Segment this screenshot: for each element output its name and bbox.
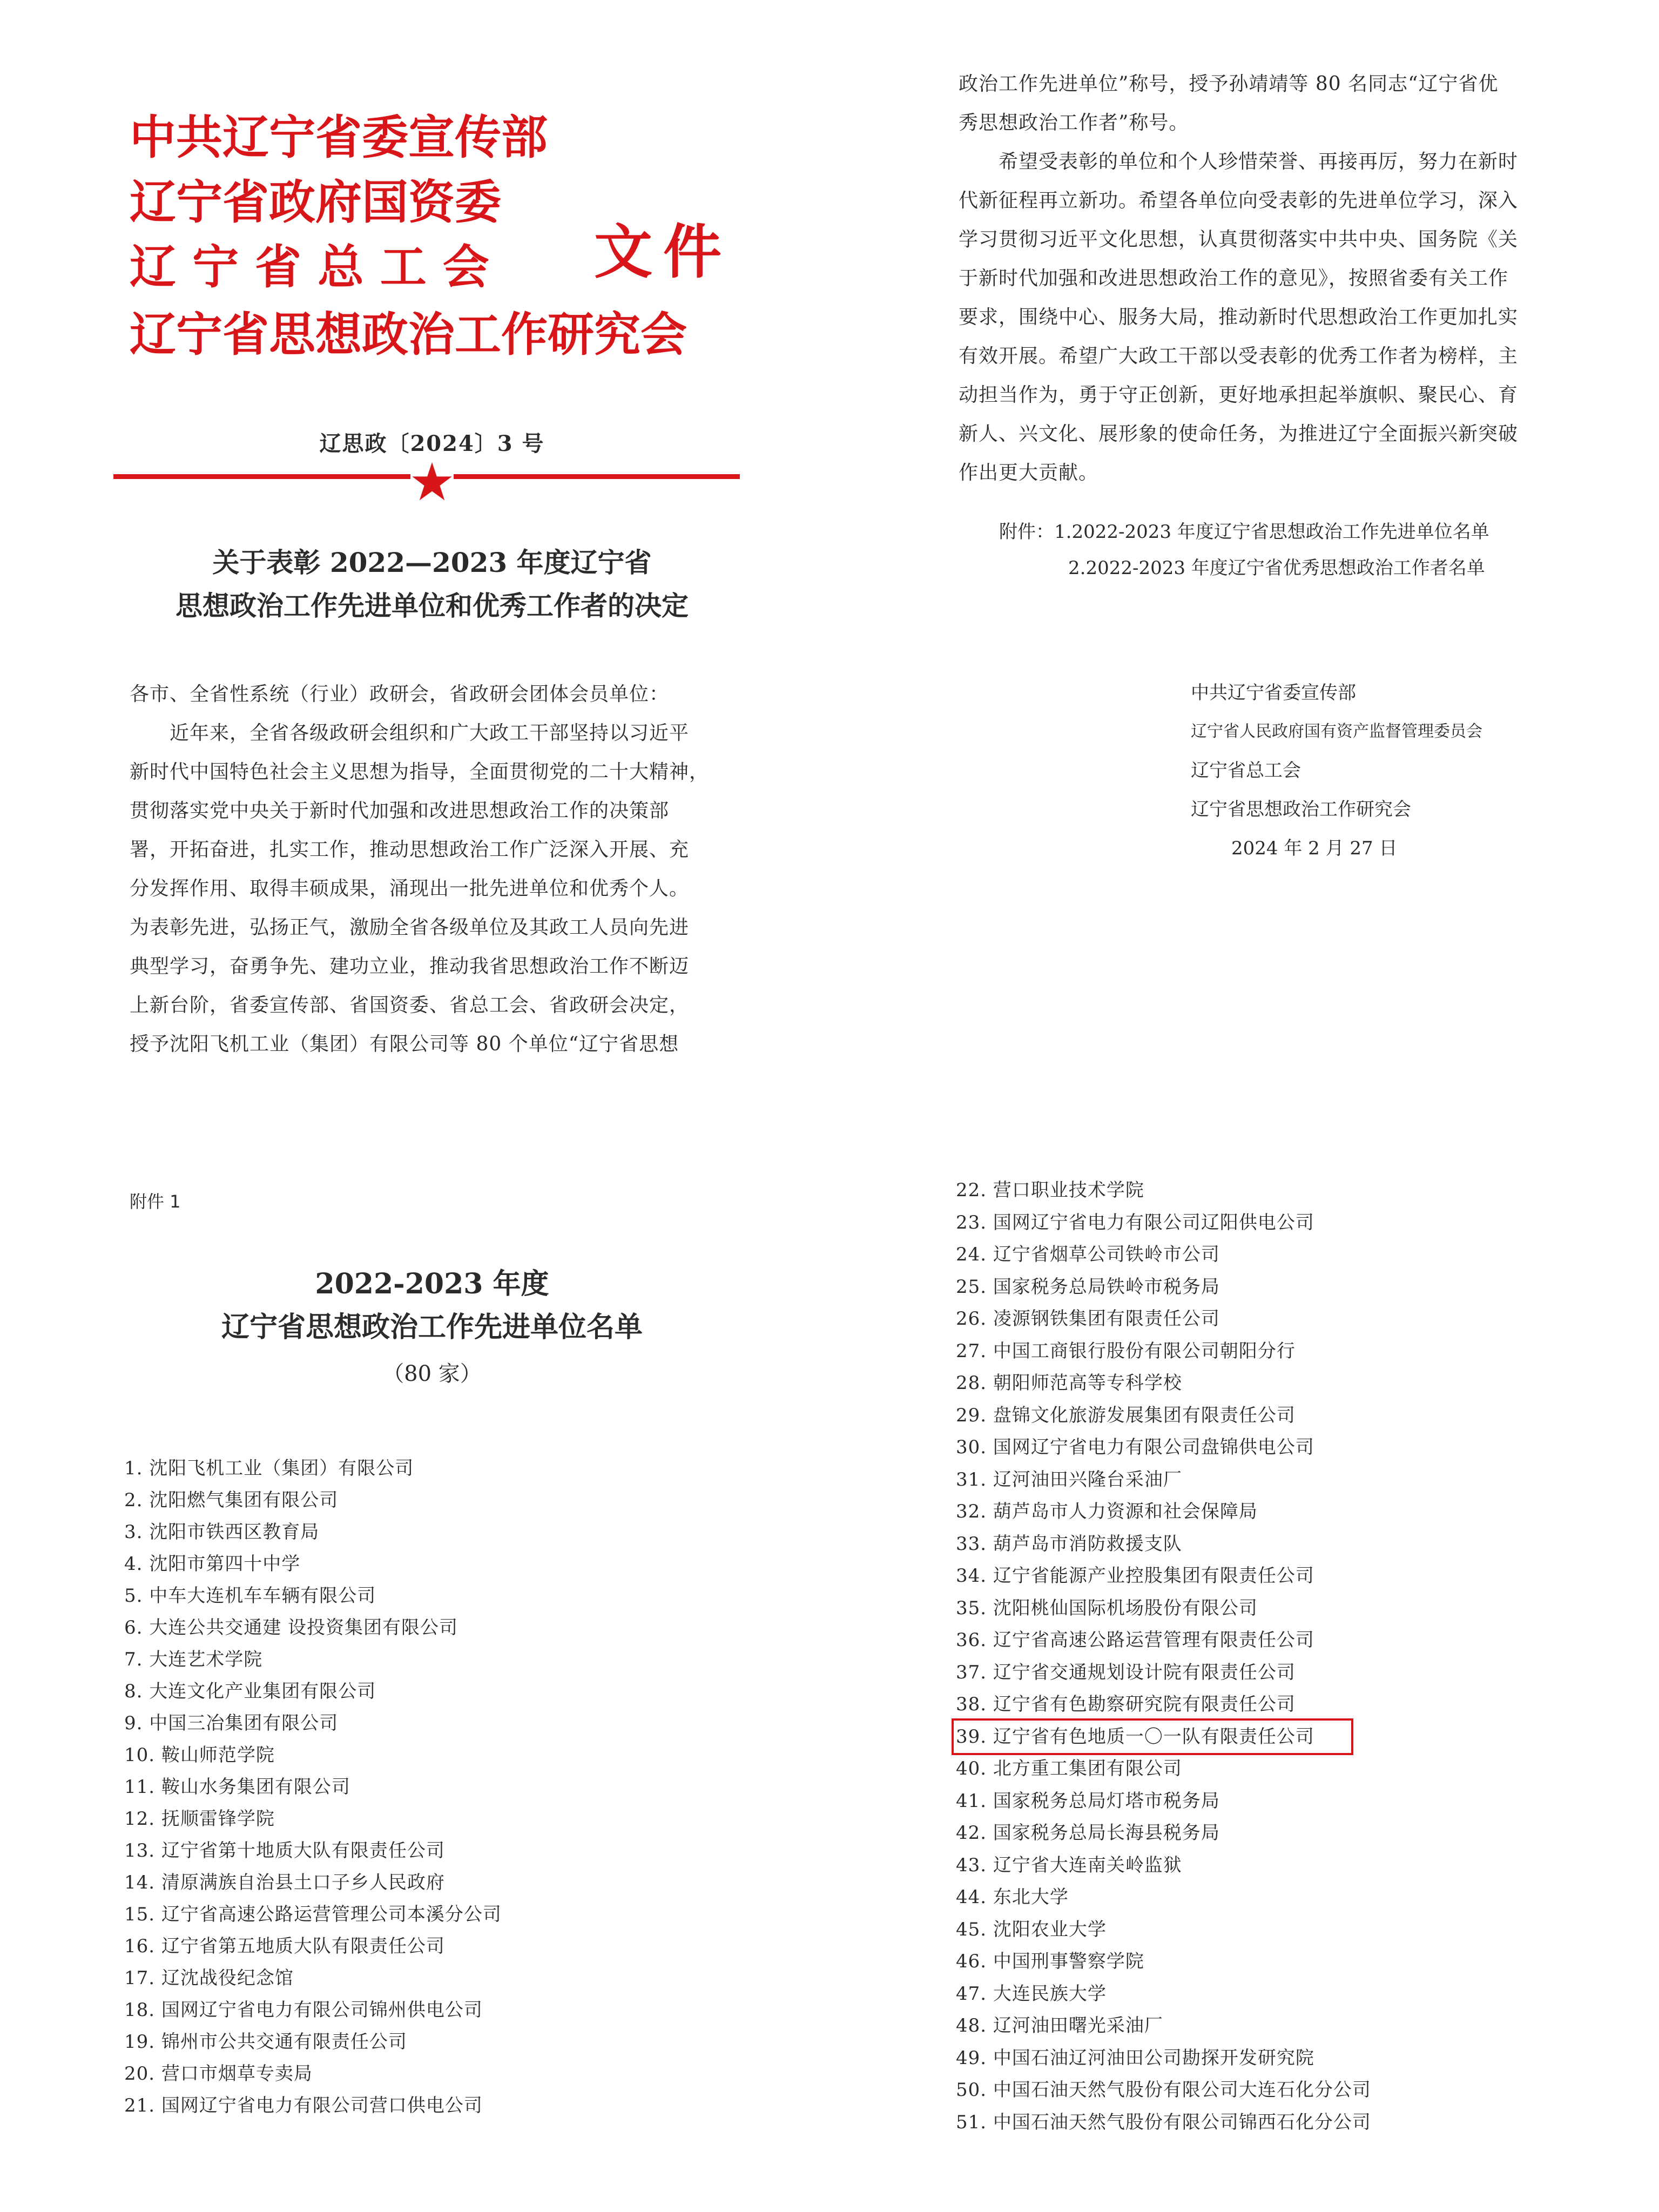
- list-item: 47. 大连民族大学: [956, 1982, 1107, 2005]
- list-item: 34. 辽宁省能源产业控股集团有限责任公司: [956, 1565, 1314, 1587]
- list-item: 18. 国网辽宁省电力有限公司锦州供电公司: [124, 1999, 483, 2021]
- body-line: 署，开拓奋进，扎实工作，推动思想政治工作广泛深入开展、充: [130, 839, 690, 861]
- list-item: 25. 国家税务总局铁岭市税务局: [956, 1276, 1220, 1298]
- list-item: 17. 辽沈战役纪念馆: [124, 1967, 294, 1989]
- list-item: 21. 国网辽宁省电力有限公司营口供电公司: [124, 2095, 483, 2116]
- list-item: 27. 中国工商银行股份有限公司朝阳分行: [956, 1340, 1296, 1362]
- list-item: 19. 锦州市公共交通有限责任公司: [124, 2031, 407, 2053]
- list-item: 3. 沈阳市铁西区教育局: [124, 1521, 320, 1543]
- list-item: 24. 辽宁省烟草公司铁岭市公司: [956, 1244, 1220, 1265]
- list-item: 33. 葫芦岛市消防救援支队: [956, 1533, 1182, 1555]
- list-item: 8. 大连文化产业集团有限公司: [124, 1681, 376, 1702]
- body-line: 学习贯彻习近平文化思想，认真贯彻落实中共中央、国务院《关: [959, 228, 1519, 251]
- attachment-2: 2.2022-2023 年度辽宁省优秀思想政治工作者名单: [1068, 557, 1485, 579]
- list-item: 1. 沈阳飞机工业（集团）有限公司: [124, 1458, 414, 1479]
- body-line: 要求，围绕中心、服务大局，推动新时代思想政治工作更加扎实: [959, 306, 1519, 328]
- signatory-2: 辽宁省人民政府国有资产监督管理委员会: [1191, 722, 1482, 741]
- list-item: 35. 沈阳桃仙国际机场股份有限公司: [956, 1597, 1258, 1619]
- list-item: 10. 鞍山师范学院: [124, 1744, 275, 1766]
- list-item: 14. 清原满族自治县土口子乡人民政府: [124, 1872, 445, 1893]
- list-item: 5. 中车大连机车车辆有限公司: [124, 1585, 376, 1607]
- unit-list-right: [956, 1175, 1604, 2136]
- list-item: 23. 国网辽宁省电力有限公司辽阳供电公司: [956, 1211, 1314, 1233]
- unit-list-left: [124, 1453, 772, 2128]
- body-line: 有效开展。希望广大政工干部以受表彰的优秀工作者为榜样，主: [959, 345, 1519, 367]
- list-item: 43. 辽宁省大连南关岭监狱: [956, 1854, 1182, 1876]
- list-item: 49. 中国石油辽河油田公司勘探开发研究院: [956, 2047, 1314, 2069]
- list-item: 22. 营口职业技术学院: [956, 1179, 1144, 1201]
- list-item: 36. 辽宁省高速公路运营管理有限责任公司: [956, 1629, 1314, 1651]
- list-item: 46. 中国刑事警察学院: [956, 1951, 1144, 1972]
- list-item: 37. 辽宁省交通规划设计院有限责任公司: [956, 1661, 1296, 1683]
- list-item: 45. 沈阳农业大学: [956, 1918, 1107, 1940]
- list-item: 29. 盘锦文化旅游发展集团有限责任公司: [956, 1404, 1296, 1426]
- body-line: 典型学习，奋勇争先、建功立业，推动我省思想政治工作不断迈: [130, 955, 690, 977]
- body-line: 作出更大贡献。: [959, 462, 1099, 484]
- issuer-2: 辽宁省政府国资委: [130, 176, 501, 230]
- list-item: 20. 营口市烟草专卖局: [124, 2063, 313, 2085]
- body-line: 代新征程再立新功。希望各单位向受表彰的先进单位学习，深入: [959, 190, 1519, 212]
- list-item: 2. 沈阳燃气集团有限公司: [124, 1489, 339, 1511]
- annex-label: 附件 1: [130, 1191, 181, 1212]
- list-item: 40. 北方重工集团有限公司: [956, 1758, 1182, 1779]
- decision-title-line-2: 思想政治工作先进单位和优秀工作者的决定: [176, 590, 689, 622]
- body-line: 上新台阶，省委宣传部、省国资委、省总工会、省政研会决定，: [130, 994, 690, 1016]
- decision-body: [130, 675, 751, 1064]
- body-line: 分发挥作用、取得丰硕成果，涌现出一批先进单位和优秀个人。: [130, 878, 690, 900]
- highlight-box: [952, 1718, 1353, 1755]
- body-line: 授予沈阳飞机工业（集团）有限公司等 80 个单位“辽宁省思想: [130, 1033, 679, 1055]
- star-icon: [410, 460, 454, 503]
- list-item: 7. 大连艺术学院: [124, 1649, 263, 1670]
- list-item: 30. 国网辽宁省电力有限公司盘锦供电公司: [956, 1437, 1314, 1458]
- annex-title-line-2: 辽宁省思想政治工作先进单位名单: [221, 1311, 643, 1344]
- list-item: 9. 中国三冶集团有限公司: [124, 1712, 339, 1734]
- list-item: 38. 辽宁省有色勘察研究院有限责任公司: [956, 1694, 1296, 1715]
- list-item: 11. 鞍山水务集团有限公司: [124, 1776, 350, 1798]
- red-rule-right: [454, 474, 740, 479]
- document-type: 文件: [594, 219, 733, 286]
- list-item: 44. 东北大学: [956, 1886, 1069, 1908]
- list-item: 4. 沈阳市第四十中学: [124, 1553, 301, 1575]
- issuer-1: 中共辽宁省委宣传部: [130, 111, 548, 165]
- body-line: 贯彻落实党中央关于新时代加强和改进思想政治工作的决策部: [130, 800, 670, 822]
- body-line: 各市、全省性系统（行业）政研会，省政研会团体会员单位：: [130, 683, 670, 705]
- body-line: 为表彰先进，弘扬正气，激励全省各级单位及其政工人员向先进: [130, 916, 690, 939]
- list-item-highlighted: 39. 辽宁省有色地质一〇一队有限责任公司: [956, 1725, 1314, 1748]
- list-item: 16. 辽宁省第五地质大队有限责任公司: [124, 1936, 445, 1957]
- body-line: 秀思想政治工作者”称号。: [959, 112, 1189, 134]
- body-line: 于新时代加强和改进思想政治工作的意见》，按照省委有关工作: [959, 267, 1509, 289]
- document-number: 辽思政〔2024〕3 号: [319, 431, 545, 456]
- red-rule-left: [113, 474, 410, 479]
- issuer-3: 辽 宁 省 总 工 会: [130, 240, 489, 294]
- decision-continued: [959, 65, 1563, 497]
- signatory-1: 中共辽宁省委宣传部: [1191, 682, 1356, 704]
- body-line: 政治工作先进单位”称号，授予孙靖靖等 80 名同志“辽宁省优: [959, 73, 1499, 95]
- list-item: 41. 国家税务总局灯塔市税务局: [956, 1790, 1220, 1812]
- annex-title-line-1: 2022-2023 年度: [315, 1267, 549, 1300]
- list-item: 28. 朝阳师范高等专科学校: [956, 1372, 1182, 1394]
- list-item: 50. 中国石油天然气股份有限公司大连石化分公司: [956, 2079, 1371, 2101]
- list-item: 13. 辽宁省第十地质大队有限责任公司: [124, 1840, 445, 1862]
- list-item: 31. 辽河油田兴隆台采油厂: [956, 1468, 1182, 1491]
- body-line: 动担当作为，勇于守正创新，更好地承担起举旗帜、聚民心、育: [959, 384, 1519, 406]
- signatory-3: 辽宁省总工会: [1191, 760, 1301, 781]
- list-item: 32. 葫芦岛市人力资源和社会保障局: [956, 1501, 1258, 1522]
- body-line: 新时代中国特色社会主义思想为指导，全面贯彻党的二十大精神，: [130, 761, 710, 783]
- body-line: 近年来，全省各级政研会组织和广大政工干部坚持以习近平: [130, 722, 690, 744]
- list-item: 6. 大连公共交通建 设投资集团有限公司: [124, 1617, 458, 1638]
- body-line: 希望受表彰的单位和个人珍惜荣誉、再接再厉，努力在新时: [959, 151, 1519, 173]
- list-item: 12. 抚顺雷锋学院: [124, 1808, 275, 1830]
- list-item: 51. 中国石油天然气股份有限公司锦西石化分公司: [956, 2111, 1371, 2133]
- body-line: 新人、兴文化、展形象的使命任务，为推进辽宁全面振兴新突破: [959, 423, 1519, 445]
- signatory-4: 辽宁省思想政治工作研究会: [1191, 799, 1411, 820]
- list-item: 26. 凌源钢铁集团有限责任公司: [956, 1308, 1220, 1330]
- annex-count: （80 家）: [382, 1361, 482, 1386]
- list-item: 15. 辽宁省高速公路运营管理公司本溪分公司: [124, 1904, 502, 1925]
- signing-date: 2024 年 2 月 27 日: [1231, 838, 1398, 859]
- list-item: 48. 辽河油田曙光采油厂: [956, 2015, 1163, 2036]
- decision-title-line-1: 关于表彰 2022—2023 年度辽宁省: [212, 547, 652, 578]
- list-item: 42. 国家税务总局长海县税务局: [956, 1822, 1220, 1844]
- issuer-4: 辽宁省思想政治工作研究会: [130, 308, 687, 362]
- attachment-1: 附件：1.2022-2023 年度辽宁省思想政治工作先进单位名单: [999, 521, 1489, 543]
